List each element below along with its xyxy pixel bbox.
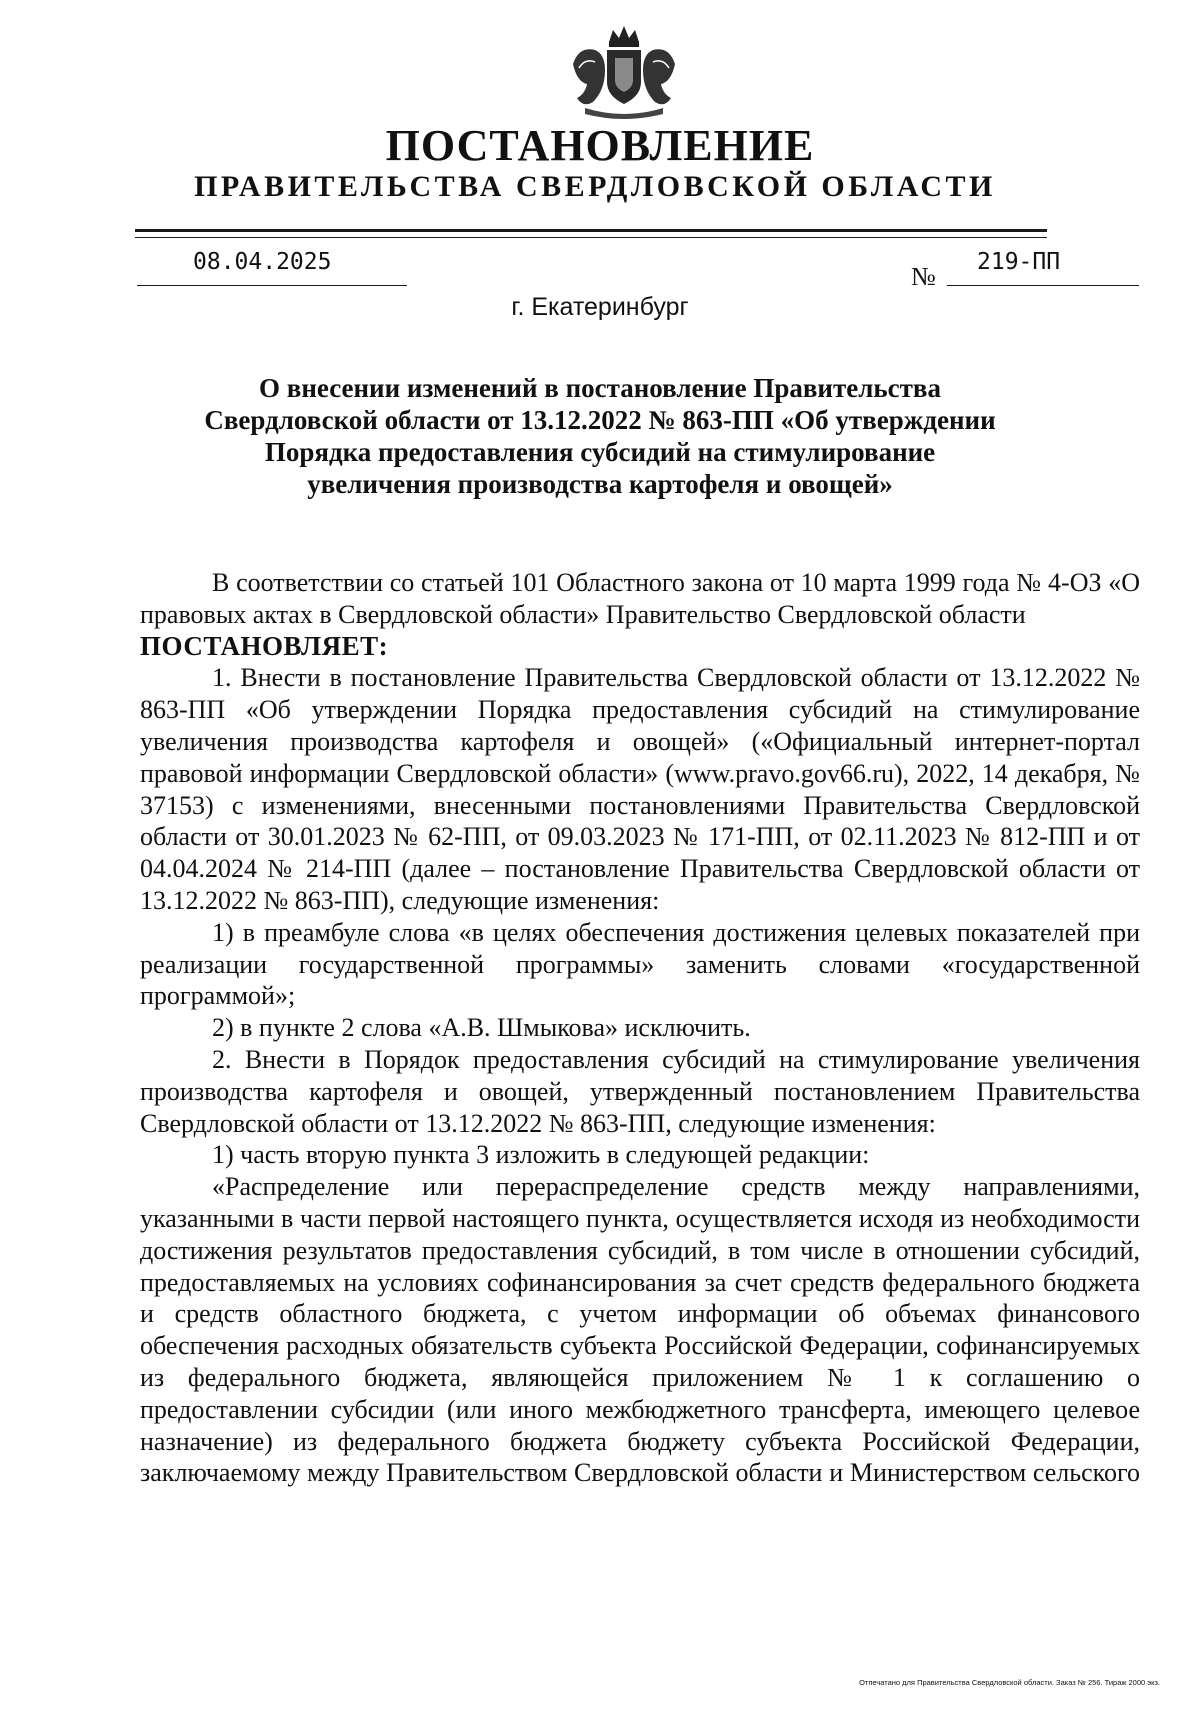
document-city: г. Екатеринбург: [511, 293, 689, 321]
heading-line: О внесении изменений в постановление Правительства: [259, 373, 941, 403]
quote-paragraph: «Распределение или перераспределение средств между направлениями, указанными в части первой настоящего пункта, осуществляется исходя из необходимости достижения результатов предоставления субсидий, в том числе в отношении субсидий, предоставляемых на условиях софинансирования за счет средств федерального бюджета и средств областного бюджета, с учетом информации об объемах финансового обеспечения расходных обязательств субъекта Российской Федерации, софинансируемых из федерального бюджета, являющейся приложением № 1 к соглашению о предоставлении субсидии (или иного межбюджетного трансферта, имеющего целевое назначение) из федерального бюджета бюджету субъекта Российской Федерации, заключаемому между Правительством Свердловской области и Министерством сельского: [140, 1172, 1140, 1488]
decree-word: ПОСТАНОВЛЯЕТ:: [140, 630, 389, 661]
print-imprint: Отпечатано для Правительства Свердловской области. Заказ № 256. Тираж 2000 экз.: [859, 1678, 1160, 1687]
item-2-paragraph: 2. Внести в Порядок предоставления субсидий на стимулирование увеличения производства картофеля и овощей, утвержденный постановлением Правительства Свердловской области от 13.12.2022 № 863-ПП, следующие изменения:: [140, 1044, 1140, 1138]
number-sign: №: [911, 262, 936, 291]
item-2-1-paragraph: 1) часть вторую пункта 3 изложить в следующей редакции:: [212, 1140, 870, 1170]
document-subtitle: ПРАВИТЕЛЬСТВА СВЕРДЛОВСКОЙ ОБЛАСТИ: [194, 170, 996, 203]
document-heading: [180, 372, 1020, 500]
heading-line: Порядка предоставления субсидий на стимулирование: [264, 437, 936, 467]
item-1-paragraph: 1. Внести в постановление Правительства Свердловской области от 13.12.2022 № 863-ПП «Об утверждении Порядка предоставления субсидий на стимулирование увеличения производства картофеля и овощей» («Официальный интернет-портал правовой информации Свердловской области» (www.pravo.gov66.ru), 2022, 14 декабря, № 37153) с изменениями, внесенными постановлениями Правительства Свердловской области от 30.01.2023 № 62-ПП, от 09.03.2023 № 171-ПП, от 02.11.2023 № 812-ПП и от 04.04.2024 № 214-ПП (далее – постановление Правительства Свердловской области от 13.12.2022 № 863-ПП), следующие изменения:: [140, 663, 1140, 915]
coat-of-arms-icon: [565, 24, 683, 120]
header-divider-thin: [135, 237, 1047, 238]
item-1-1-paragraph: 1) в преамбуле слова «в целях обеспечения достижения целевых показателей при реализации государственной программы» заменить словами «государственной программой»;: [140, 917, 1140, 1011]
document-number: 219-ПП: [977, 249, 1061, 275]
document-date: 08.04.2025: [193, 249, 332, 275]
document-body: [140, 567, 1140, 1489]
number-field: [947, 245, 1139, 286]
heading-line: Свердловской области от 13.12.2022 № 863-ПП «Об утверждении: [204, 405, 996, 435]
date-field: [137, 245, 407, 286]
document-title: ПОСТАНОВЛЕНИЕ: [385, 121, 815, 170]
heading-line: увеличения производства картофеля и овощей»: [307, 469, 893, 499]
item-1-2-paragraph: 2) в пункте 2 слова «А.В. Шмыкова» исключить.: [212, 1013, 751, 1043]
preamble-paragraph: В соответствии со статьей 101 Областного закона от 10 марта 1999 года № 4-ОЗ «О правовых актах в Свердловской области» Правительство Свердловской области: [140, 568, 1140, 629]
header-divider-thick: [135, 229, 1047, 232]
